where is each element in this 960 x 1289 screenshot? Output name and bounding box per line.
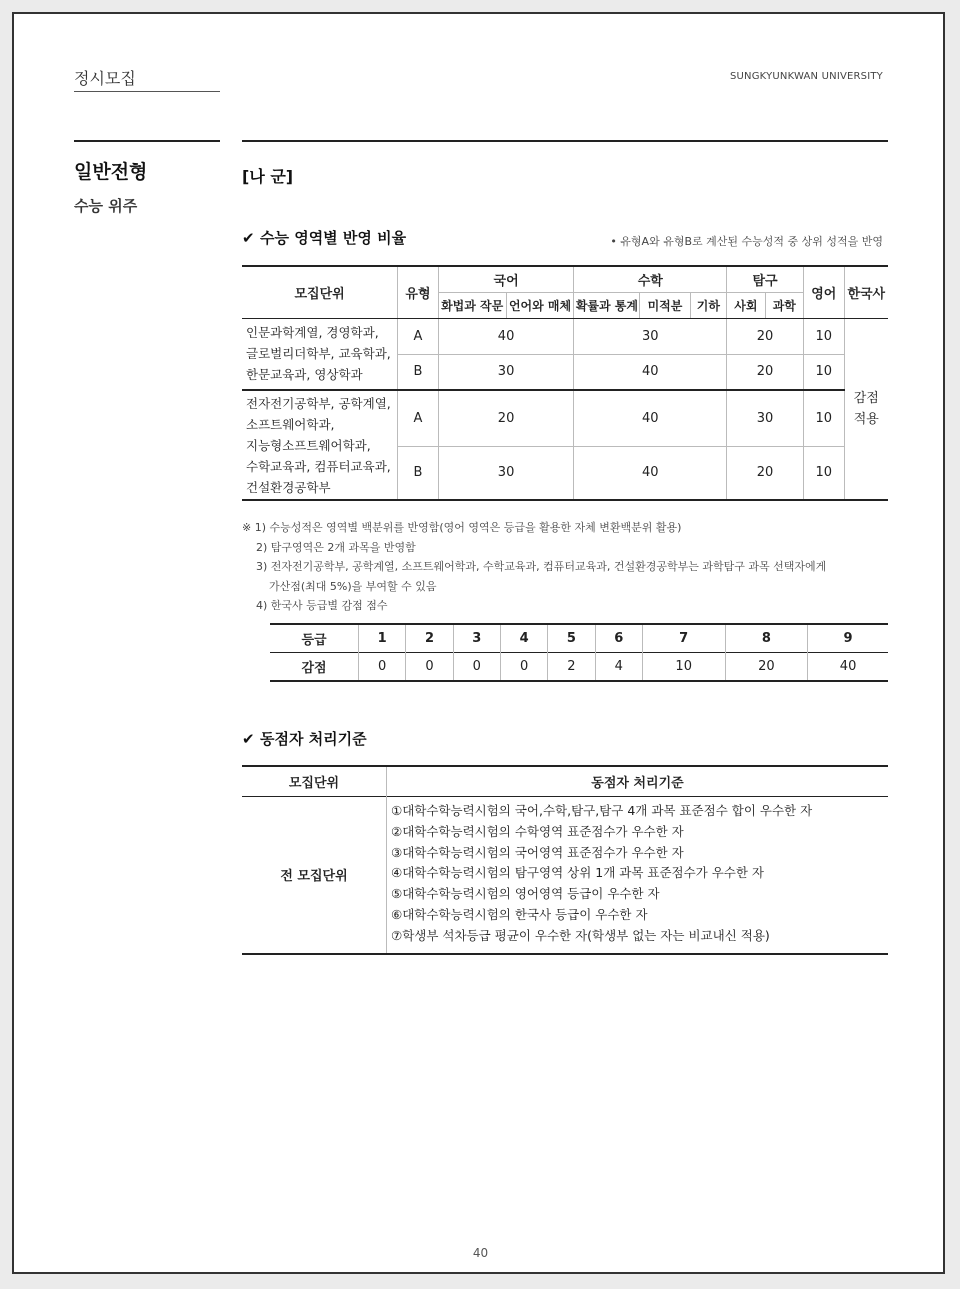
header-rule — [74, 91, 220, 92]
tiebreak-header: 모집단위 동점자 처리기준 — [242, 766, 888, 797]
section-title-tiebreak: ✔ 동점자 처리기준 — [242, 730, 367, 748]
section-title-ratio: ✔ 수능 영역별 반영 비율 — [242, 229, 407, 247]
unit-group-2: 전자전기공학부, 공학계열, 소프트웨어학과, 지능형소프트웨어학과, 수학교육과, 컴퓨터교육과, 건설환경공학부 — [242, 390, 398, 500]
col-math: 수학 — [574, 266, 727, 292]
document-page — [12, 12, 945, 1274]
ratio-table — [242, 265, 888, 501]
col-korean-sub2: 언어와 매체 — [506, 292, 574, 318]
col-unit: 모집단위 — [242, 266, 398, 318]
checkmark-icon: ✔ — [242, 730, 255, 748]
col-math-sub3: 기하 — [690, 292, 727, 318]
group-label: [나 군] — [242, 167, 294, 186]
col-inquiry-sub2: 과학 — [765, 292, 803, 318]
history-deduction-note: 감점 적용 — [844, 318, 888, 500]
table-row: B 30 40 20 10 — [242, 354, 888, 390]
ratio-note: • 유형A와 유형B로 계산된 수능성적 중 상위 성적을 반영 — [610, 235, 883, 248]
sidebar-rule — [74, 140, 220, 142]
main-rule — [242, 140, 888, 142]
table-row: 전자전기공학부, 공학계열, 소프트웨어학과, 지능형소프트웨어학과, 수학교육과, 컴퓨터교육과, 건설환경공학부 A 20 40 30 10 — [242, 390, 888, 446]
table-row: 인문과학계열, 경영학과, 글로벌리더학부, 교육학과, 한문교육과, 영상학과 A 40 30 20 10 감점 적용 — [242, 318, 888, 354]
grade-deduction-table — [270, 623, 888, 682]
table-row: B 30 40 20 10 — [242, 446, 888, 500]
university-name: SUNGKYUNKWAN UNIVERSITY — [729, 71, 883, 82]
unit-group-1: 인문과학계열, 경영학과, 글로벌리더학부, 교육학과, 한문교육과, 영상학과 — [246, 325, 391, 383]
tiebreak-table — [242, 765, 888, 955]
page-number: 40 — [472, 1246, 489, 1260]
admission-type-title: 일반전형 — [74, 161, 148, 183]
col-math-sub2: 미적분 — [640, 292, 690, 318]
col-korean: 국어 — [438, 266, 574, 292]
section-header: 정시모집 — [74, 69, 136, 88]
footnotes: ※ 1) 수능성적은 영역별 백분위를 반영함(영어 영역은 등급을 활용한 자체 변환백분위 활용) 2) 탐구영역은 2개 과목을 반영함 3) 전자전기공학부, 공학계열, 소프트웨어학과, 수학교육과, 컴퓨터교육과, 건설환경공학부는 과학탐구 과목 선택자에게 가산점(최대 5%)을 부여할 수 있음 4) 한국사 등급별 감점 점수 — [242, 521, 827, 612]
admission-type-subtitle: 수능 위주 — [74, 197, 138, 215]
col-math-sub1: 확률과 통계 — [574, 292, 640, 318]
col-inquiry-sub1: 사회 — [727, 292, 765, 318]
deduction-row: 감점 0 0 0 0 2 4 10 20 40 — [270, 653, 888, 682]
table-row — [242, 797, 888, 954]
col-type: 유형 — [398, 266, 438, 318]
grade-row: 등급 1 2 3 4 5 6 7 8 9 — [270, 624, 888, 653]
all-units-cell: 전 모집단위 — [280, 869, 348, 885]
col-english: 영어 — [804, 266, 845, 318]
tiebreak-criteria: ①대학수학능력시험의 국어,수학,탐구,탐구 4개 과목 표준점수 합이 우수한 자 ②대학수학능력시험의 수학영역 표준점수가 우수한 자 ③대학수학능력시험의 국어영역 표준점수가 우수한 자 ④대학수학능력시험의 탐구영역 상위 1개 과목 표준점수가 우수한 자 ⑤대학수학능력시험의 영어영역 등급이 우수한 자 ⑥대학수학능력시험의 한국사 등급이 우수한 자 ⑦학생부 석차등급 평균이 우수한 자(학생부 없는 자는 비교내신 적용) — [387, 797, 889, 954]
checkmark-icon: ✔ — [242, 229, 255, 247]
col-korean-sub1: 화법과 작문 — [438, 292, 506, 318]
col-inquiry: 탐구 — [727, 266, 804, 292]
col-history: 한국사 — [844, 266, 888, 318]
